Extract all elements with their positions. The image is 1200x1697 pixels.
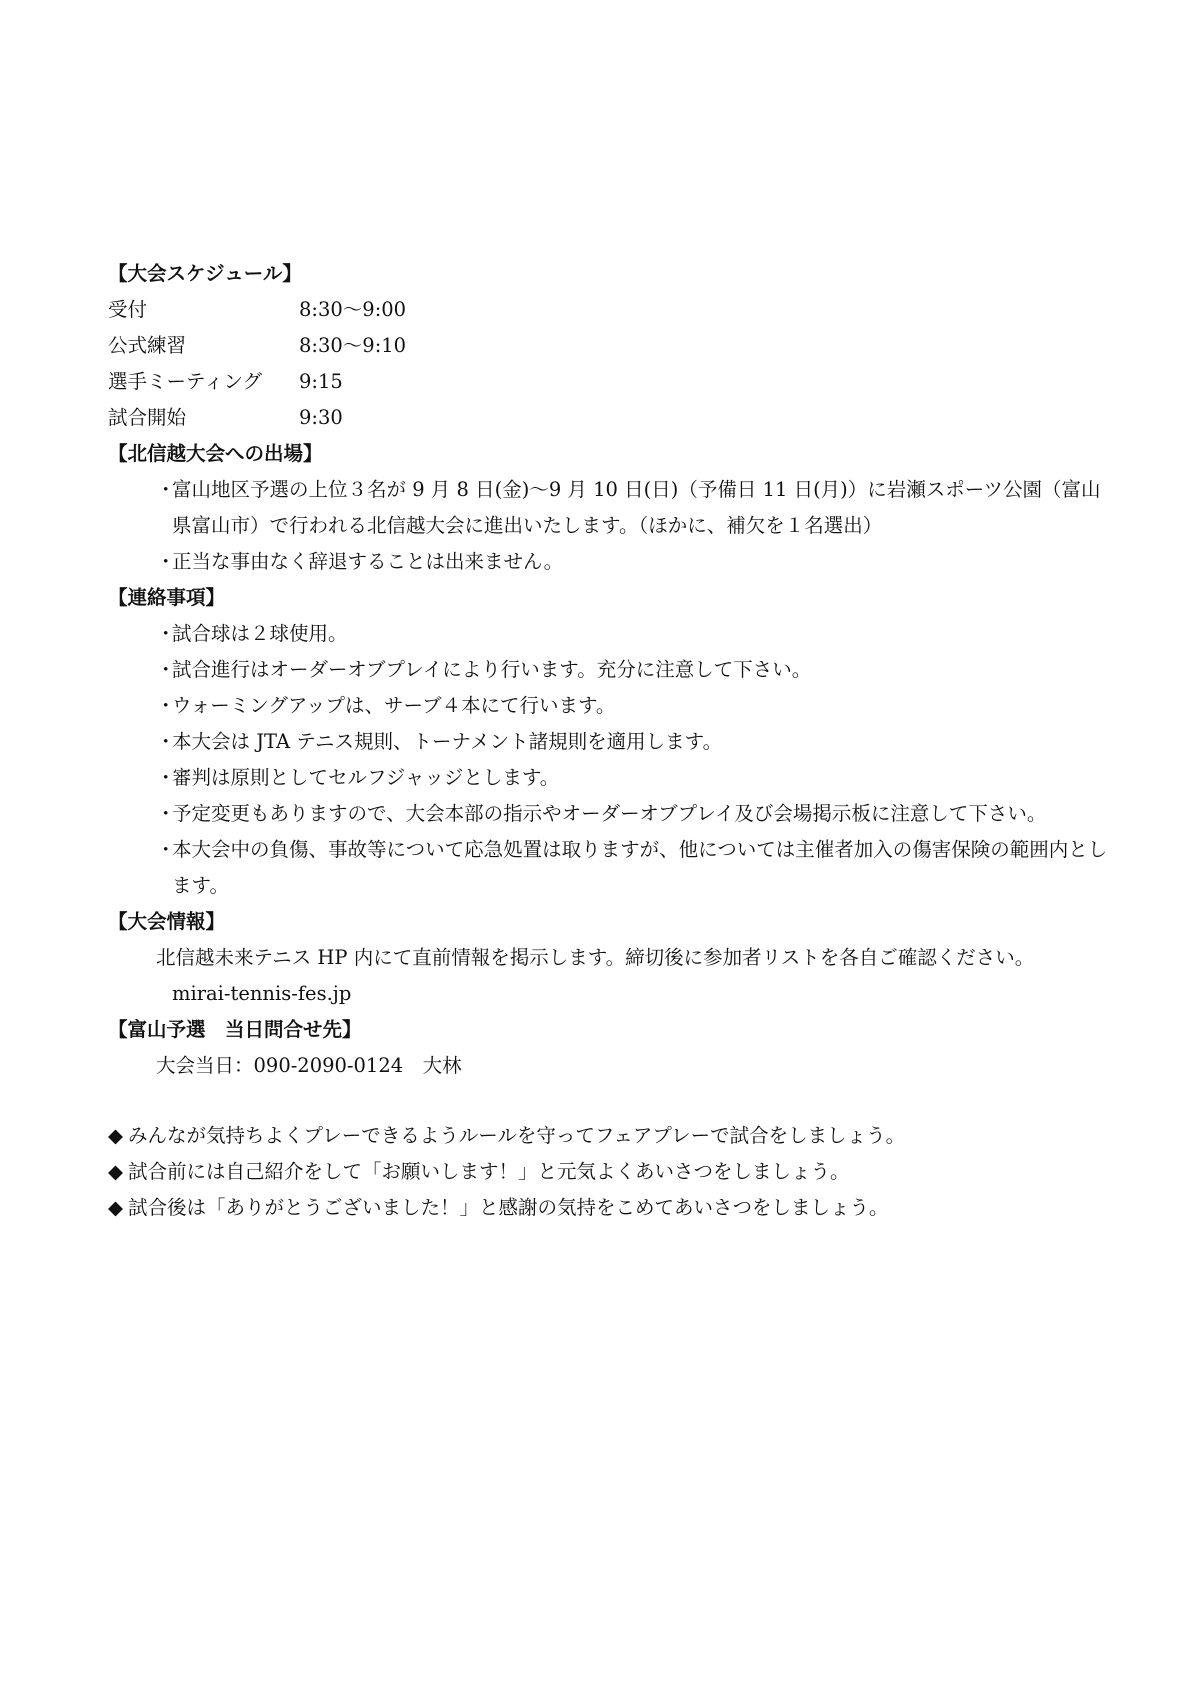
- list-item: [108, 688, 1108, 724]
- diamond-icon: ◆: [108, 1160, 123, 1183]
- list-item: [108, 724, 1108, 760]
- document-content: [108, 256, 1108, 1226]
- list-item-text: 予定変更もありますので、大会本部の指示やオーダーオブプレイ及び会場掲示板に注意して下さい。: [172, 802, 1047, 825]
- schedule-label: 受付: [108, 298, 148, 321]
- info-text: 北信越未来テニス HP 内にて直前情報を掲示します。締切後に参加者リストを各自ご確認ください。: [156, 946, 1035, 969]
- closing-line: [108, 1154, 1108, 1190]
- list-item-text: 試合進行はオーダーオブプレイにより行います。充分に注意して下さい。: [172, 658, 812, 681]
- list-item: [108, 544, 1108, 580]
- bullet-mark: ・: [156, 838, 176, 861]
- closing-text: みんなが気持ちよくプレーできるようルールを守ってフェアプレーで試合をしましょう。: [128, 1124, 906, 1147]
- contact-text: 大会当日：090-2090-0124 大林: [156, 1054, 462, 1077]
- list-item: [108, 652, 1108, 688]
- closing-line: [108, 1118, 1108, 1154]
- diamond-icon: ◆: [108, 1124, 123, 1147]
- notices-heading: 【連絡事項】: [108, 586, 226, 609]
- qualification-heading: 【北信越大会への出場】: [108, 442, 323, 465]
- list-item: [108, 760, 1108, 796]
- bullet-mark: ・: [156, 730, 176, 753]
- schedule-time: 9:15: [299, 370, 343, 393]
- schedule-row: [108, 400, 1108, 436]
- list-item: [108, 832, 1108, 904]
- bullet-mark: ・: [156, 766, 176, 789]
- list-item-text: 正当な事由なく辞退することは出来ません。: [172, 550, 564, 573]
- schedule-time: 8:30～9:00: [299, 298, 407, 321]
- list-item-text: ウォーミングアップは、サーブ４本にて行います。: [172, 694, 616, 717]
- list-item-text: 本大会中の負傷、事故等について応急処置は取りますが、他については主催者加入の傷害保険の範囲内とします。: [172, 838, 1108, 897]
- bullet-mark: ・: [156, 622, 176, 645]
- list-item-text: 本大会は JTA テニス規則、トーナメント諸規則を適用します。: [172, 730, 723, 753]
- bullet-mark: ・: [156, 658, 176, 681]
- list-item-text: 富山地区予選の上位３名が 9 月 8 日(金)～9 月 10 日(日)（予備日 11 日(月)）に岩瀬スポーツ公園（富山県富山市）で行われる北信越大会に進出いたします。（ほかに、補欠を１名選出）: [172, 478, 1101, 537]
- diamond-icon: ◆: [108, 1196, 123, 1219]
- list-item: [108, 796, 1108, 832]
- info-heading: 【大会情報】: [108, 910, 226, 933]
- schedule-label: 公式練習: [108, 334, 187, 357]
- list-item-text: 試合球は２球使用。: [172, 622, 348, 645]
- bullet-mark: ・: [156, 802, 176, 825]
- schedule-row: [108, 328, 1108, 364]
- bullet-mark: ・: [156, 694, 176, 717]
- schedule-time: 9:30: [299, 406, 343, 429]
- list-item: [108, 616, 1108, 652]
- schedule-time: 8:30～9:10: [299, 334, 407, 357]
- schedule-row: [108, 292, 1108, 328]
- list-item-text: 審判は原則としてセルフジャッジとします。: [172, 766, 560, 789]
- schedule-row: [108, 364, 1108, 400]
- bullet-mark: ・: [156, 478, 176, 501]
- closing-text: 試合後は「ありがとうございました！」と感謝の気持をこめてあいさつをしましょう。: [128, 1196, 889, 1219]
- closing-text: 試合前には自己紹介をして「お願いします！」と元気よくあいさつをしましょう。: [128, 1160, 850, 1183]
- schedule-label: 選手ミーティング: [108, 370, 263, 393]
- section-spacer: [108, 1084, 1108, 1118]
- schedule-label: 試合開始: [108, 406, 187, 429]
- contact-heading: 【富山予選 当日問合せ先】: [108, 1018, 362, 1041]
- schedule-heading: 【大会スケジュール】: [108, 262, 302, 285]
- list-item: [108, 472, 1108, 544]
- info-url: mirai-tennis-fes.jp: [172, 982, 352, 1005]
- bullet-mark: ・: [156, 550, 176, 573]
- closing-line: [108, 1190, 1108, 1226]
